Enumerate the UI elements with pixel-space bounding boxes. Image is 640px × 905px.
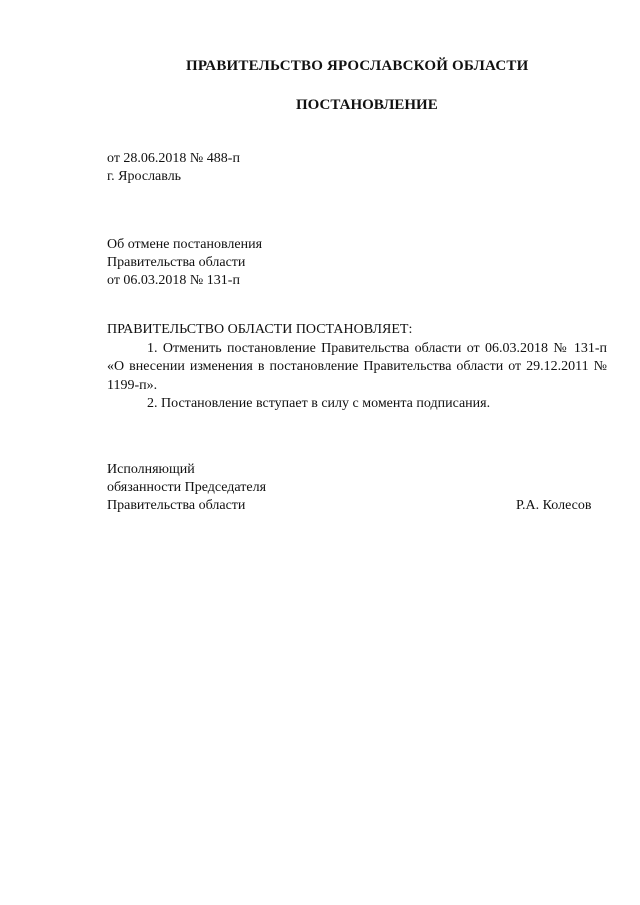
signer-title-line-3: Правительства области xyxy=(107,498,246,513)
resolution-item-2: 2. Постановление вступает в силу с момента подписания. xyxy=(147,396,491,411)
document-city: г. Ярославль xyxy=(107,169,182,184)
resolution-preamble: ПРАВИТЕЛЬСТВО ОБЛАСТИ ПОСТАНОВЛЯЕТ: xyxy=(107,322,413,337)
signer-title-line-2: обязанности Председателя xyxy=(107,480,267,495)
subject-line-3: от 06.03.2018 № 131-п xyxy=(107,273,240,288)
signer-title-line-1: Исполняющий xyxy=(107,462,195,477)
document-date-number: от 28.06.2018 № 488-п xyxy=(107,151,240,166)
resolution-body xyxy=(107,321,607,414)
signer-name: Р.А. Колесов xyxy=(516,498,592,513)
document-type-title: ПОСТАНОВЛЕНИЕ xyxy=(296,97,438,113)
subject-line-2: Правительства области xyxy=(107,255,246,270)
organization-title: ПРАВИТЕЛЬСТВО ЯРОСЛАВСКОЙ ОБЛАСТИ xyxy=(186,58,529,74)
resolution-item-1: 1. Отменить постановление Правительства области от 06.03.2018 № 131-п «О внесении изменения в постановление Правительства области от 29.12.2011 № 1199-п». xyxy=(107,340,607,393)
subject-line-1: Об отмене постановления xyxy=(107,237,263,252)
